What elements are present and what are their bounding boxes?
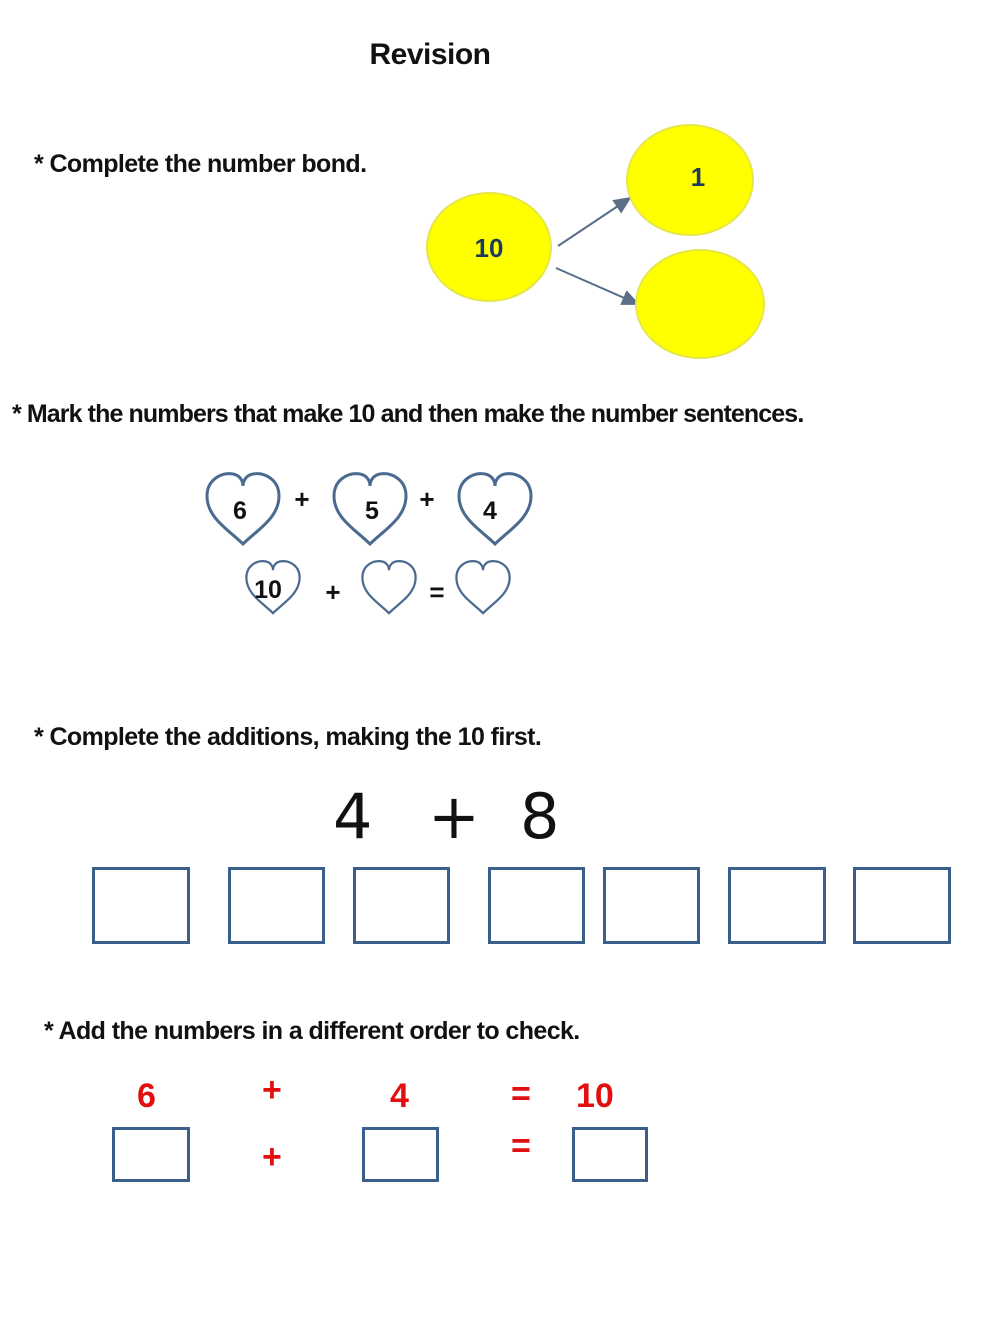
plus-sign: + — [262, 1071, 282, 1109]
svg-text:10: 10 — [254, 576, 282, 604]
check-box-sum[interactable] — [572, 1127, 648, 1182]
given-ten: 10 — [576, 1077, 614, 1115]
answer-box-1[interactable] — [92, 867, 190, 944]
svg-text:5: 5 — [365, 497, 379, 525]
equals-sign: = — [511, 1075, 531, 1113]
plus-sign: + — [262, 1138, 282, 1176]
given-four: 4 — [390, 1077, 409, 1115]
equals-sign: = — [429, 577, 445, 607]
check-box-first[interactable] — [112, 1127, 190, 1182]
instruction-make-ten-first: * Complete the additions, making the 10 first. — [34, 723, 542, 751]
heart-answer-addend[interactable] — [362, 561, 415, 613]
plus-sign: + — [294, 484, 310, 514]
check-box-second[interactable] — [362, 1127, 439, 1182]
whole-value: 10 — [474, 233, 504, 263]
given-six: 6 — [137, 1077, 156, 1115]
plus-sign: + — [325, 577, 341, 607]
addend-four: 4 — [333, 780, 373, 853]
instruction-make-ten: * Mark the numbers that make 10 and then make the number sentences. — [12, 400, 804, 428]
answer-box-2[interactable] — [228, 867, 325, 944]
arrow-to-bottom-part — [556, 268, 638, 304]
number-bond-diagram — [420, 110, 780, 370]
instruction-different-order: * Add the numbers in a different order to check. — [44, 1017, 580, 1045]
page-title: Revision — [369, 38, 491, 71]
heart-answer-sum[interactable] — [456, 561, 509, 613]
heart-four[interactable] — [459, 474, 531, 544]
instruction-number-bond: * Complete the number bond. — [34, 150, 367, 178]
answer-box-3[interactable] — [353, 867, 450, 944]
heart-ten — [246, 561, 299, 613]
answer-box-6[interactable] — [728, 867, 826, 944]
heart-six[interactable] — [207, 474, 279, 544]
answer-box-5[interactable] — [603, 867, 700, 944]
hearts-area — [0, 460, 600, 640]
plus-sign: + — [419, 484, 435, 514]
plus-sign: + — [428, 780, 480, 853]
part-top-value: 1 — [690, 162, 706, 192]
svg-text:6: 6 — [233, 497, 247, 525]
part-bottom-circle[interactable] — [636, 250, 764, 358]
svg-text:4: 4 — [483, 497, 497, 525]
arrow-to-top-part — [558, 198, 630, 246]
addend-eight: 8 — [520, 780, 560, 853]
heart-five[interactable] — [334, 474, 406, 544]
answer-box-7[interactable] — [853, 867, 951, 944]
answer-box-4[interactable] — [488, 867, 585, 944]
equals-sign: = — [511, 1127, 531, 1165]
